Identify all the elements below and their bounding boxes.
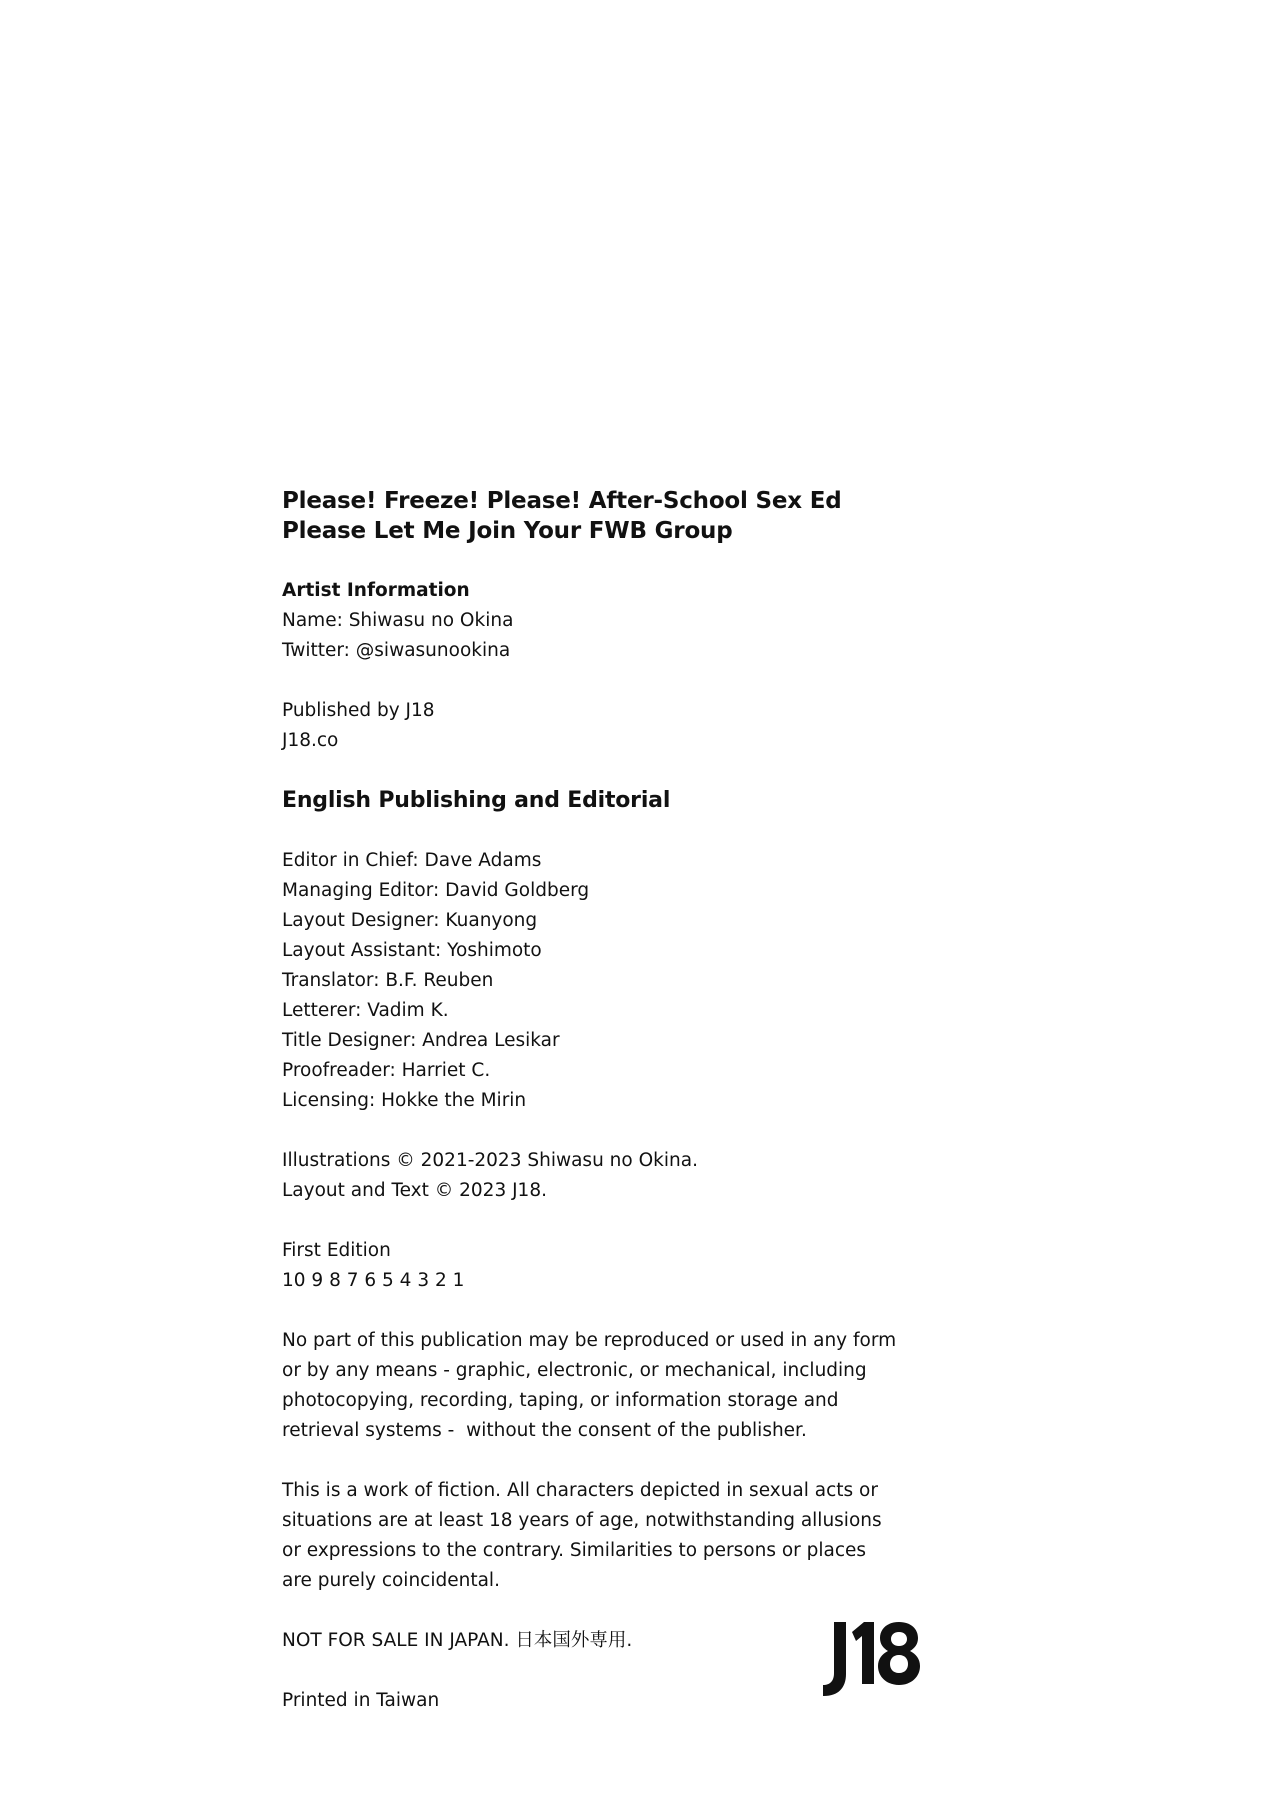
copyright-notice	[282, 1146, 902, 1206]
credit-line: Layout Assistant: Yoshimoto	[282, 940, 542, 961]
edition-info	[282, 1236, 902, 1296]
notice-line: photocopying, recording, taping, or information storage and	[282, 1390, 839, 1411]
book-titles	[282, 486, 902, 546]
book-title: Please! Freeze! Please! After-School Sex Ed	[282, 488, 842, 514]
notice-line: situations are at least 18 years of age, notwithstanding allusions	[282, 1510, 882, 1531]
artist-information	[282, 576, 902, 666]
printed-block	[282, 1686, 902, 1716]
credit-line: Layout Designer: Kuanyong	[282, 910, 538, 931]
notice-line: No part of this publication may be reproduced or used in any form	[282, 1330, 897, 1351]
fiction-notice	[282, 1476, 902, 1596]
notice-line: are purely coincidental.	[282, 1570, 500, 1591]
book-title: Please Let Me Join Your FWB Group	[282, 518, 733, 544]
notice-line: or by any means - graphic, electronic, or mechanical, including	[282, 1360, 867, 1381]
credit-line: Licensing: Hokke the Mirin	[282, 1090, 527, 1111]
sale-notice-block	[282, 1626, 902, 1656]
printed-location: Printed in Taiwan	[282, 1690, 440, 1711]
artist-twitter: Twitter: @siwasunookina	[282, 640, 511, 661]
reproduction-notice	[282, 1326, 902, 1446]
artist-name: Name: Shiwasu no Okina	[282, 610, 514, 631]
print-line: 10 9 8 7 6 5 4 3 2 1	[282, 1270, 465, 1291]
credit-line: Title Designer: Andrea Lesikar	[282, 1030, 560, 1051]
editorial-heading: English Publishing and Editorial	[282, 788, 671, 813]
editorial-credits	[282, 846, 902, 1116]
credit-line: Editor in Chief: Dave Adams	[282, 850, 542, 871]
editorial-section	[282, 786, 902, 1116]
publisher-website: J18.co	[282, 730, 339, 751]
credit-line: Translator: B.F. Reuben	[282, 970, 494, 991]
artist-information-heading: Artist Information	[282, 580, 470, 601]
notice-line: retrieval systems - without the consent of the publisher.	[282, 1420, 807, 1441]
colophon-text	[282, 486, 902, 1716]
credit-line: Proofreader: Harriet C.	[282, 1060, 491, 1081]
published-by: Published by J18	[282, 700, 435, 721]
layout-text-copyright: Layout and Text © 2023 J18.	[282, 1180, 547, 1201]
notice-line: This is a work of fiction. All characters depicted in sexual acts or	[282, 1480, 878, 1501]
edition-label: First Edition	[282, 1240, 391, 1261]
j18-logo	[820, 1618, 920, 1698]
credit-line: Managing Editor: David Goldberg	[282, 880, 590, 901]
credit-line: Letterer: Vadim K.	[282, 1000, 449, 1021]
illustrations-copyright: Illustrations © 2021-2023 Shiwasu no Okina.	[282, 1150, 698, 1171]
sale-notice: NOT FOR SALE IN JAPAN. 日本国外専用.	[282, 1630, 633, 1651]
publisher-info	[282, 696, 902, 756]
notice-line: or expressions to the contrary. Similarities to persons or places	[282, 1540, 867, 1561]
